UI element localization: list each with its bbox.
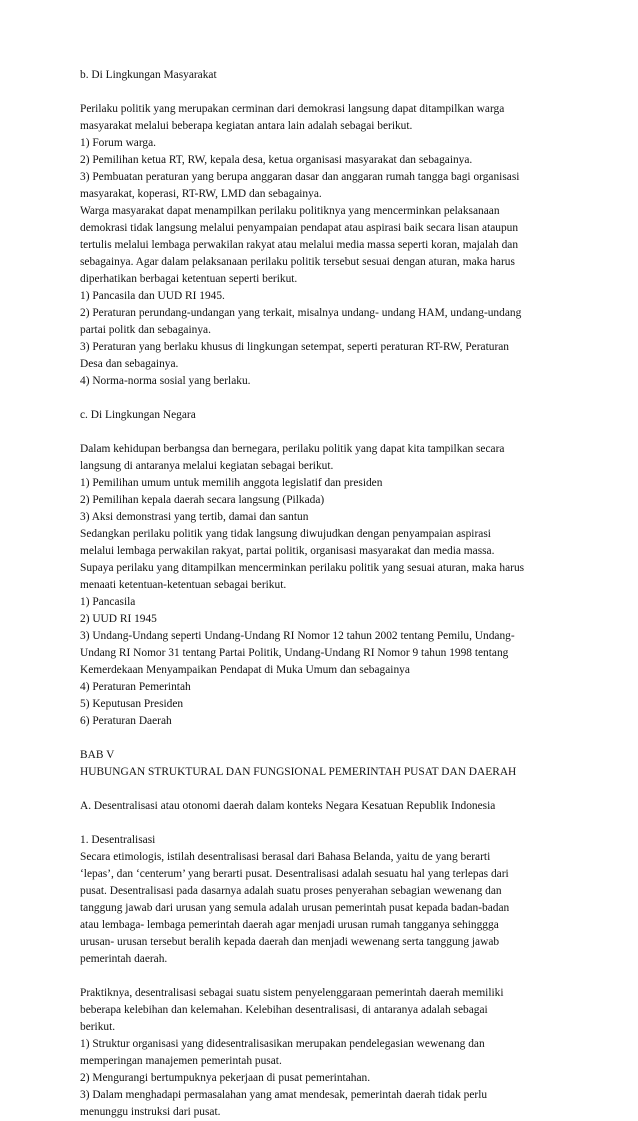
text-line: 4) Norma-norma sosial yang berlaku. — [80, 375, 251, 387]
text-line: tertulis melalui lembaga perwakilan rakyat atau melalui media massa seperti koran, majalah dan — [80, 239, 519, 251]
text-line: masyarakat melalui beberapa kegiatan antara lain adalah sebagai berikut. — [80, 120, 413, 132]
text-line: menunggu instruksi dari pusat. — [80, 1106, 221, 1118]
text-line: menaati ketentuan-ketentuan sebagai berikut. — [80, 579, 287, 591]
text-line: 5) Keputusan Presiden — [80, 698, 184, 710]
text-line: 3) Dalam menghadapi permasalahan yang amat mendesak, pemerintah daerah tidak perlu — [80, 1089, 488, 1101]
text-line: Perilaku politik yang merupakan cerminan dari demokrasi langsung dapat ditampilkan warga — [80, 103, 505, 115]
blank-line — [80, 815, 566, 832]
text-line: beberapa kelebihan dan kelemahan. Kelebihan desentralisasi, di antaranya adalah sebagai — [80, 1004, 488, 1016]
text-line: 1) Pemilihan umum untuk memilih anggota legislatif dan presiden — [80, 477, 383, 489]
blank-line — [80, 390, 566, 407]
blank-line — [80, 781, 566, 798]
text-line: Praktiknya, desentralisasi sebagai suatu sistem penyelenggaraan pemerintah daerah memiliki — [80, 987, 504, 999]
text-line: 3) Pembuatan peraturan yang berupa anggaran dasar dan anggaran rumah tangga bagi organisasi — [80, 171, 520, 183]
text-line: 1) Pancasila — [80, 596, 136, 608]
document-page — [80, 0, 566, 1121]
text-line: 1) Struktur organisasi yang didesentralisasikan merupakan pendelegasian wewenang dan — [80, 1038, 485, 1050]
text-line: masyarakat, koperasi, RT-RW, LMD dan sebagainya. — [80, 188, 322, 200]
text-line: 3) Aksi demonstrasi yang tertib, damai dan santun — [80, 511, 309, 523]
text-line: Sedangkan perilaku politik yang tidak langsung diwujudkan dengan penyampaian aspirasi — [80, 528, 491, 540]
text-line: 4) Peraturan Pemerintah — [80, 681, 191, 693]
text-line: 1) Pancasila dan UUD RI 1945. — [80, 290, 225, 302]
blank-line — [80, 968, 566, 985]
text-line: 2) UUD RI 1945 — [80, 613, 157, 625]
text-line: 3) Peraturan yang berlaku khusus di lingkungan setempat, seperti peraturan RT-RW, Peraturan — [80, 341, 509, 353]
text-line: Supaya perilaku yang ditampilkan mencerminkan perilaku politik yang sesuai aturan, maka harus — [80, 562, 525, 574]
text-line: atau lembaga- lembaga pemerintah daerah agar menjadi urusan rumah tangganya sehinggga — [80, 919, 499, 931]
text-line: 3) Undang-Undang seperti Undang-Undang RI Nomor 12 tahun 2002 tentang Pemilu, Undang- — [80, 630, 515, 642]
text-line: ‘lepas’, dan ‘centerum’ yang berarti pusat. Desentralisasi adalah sesuatu hal yang terlepas dari — [80, 868, 509, 880]
text-line: 2) Mengurangi bertumpuknya pekerjaan di pusat pemerintahan. — [80, 1072, 371, 1084]
text-line: demokrasi tidak langsung melalui penyampaian pendapat atau aspirasi baik secara lisan ataupun — [80, 222, 519, 234]
section-heading: 1. Desentralisasi — [80, 834, 156, 846]
text-line: pusat. Desentralisasi pada dasarnya adalah suatu proses penyerahan sebagian wewenang dan — [80, 885, 502, 897]
text-line: Dalam kehidupan berbangsa dan bernegara, perilaku politik yang dapat kita tampilkan secara — [80, 443, 505, 455]
blank-line — [80, 730, 566, 747]
text-line: pemerintah daerah. — [80, 953, 168, 965]
section-heading: HUBUNGAN STRUKTURAL DAN FUNGSIONAL PEMERINTAH PUSAT DAN DAERAH — [80, 766, 517, 778]
text-line: langsung di antaranya melalui kegiatan sebagai berikut. — [80, 460, 334, 472]
blank-line — [80, 84, 566, 101]
text-line: melalui lembaga perwakilan rakyat, partai politik, organisasi masyarakat dan media massa. — [80, 545, 495, 557]
text-line: Desa dan sebagainya. — [80, 358, 179, 370]
text-line: urusan- urusan tersebut beralih kepada daerah dan menjadi wewenang serta tanggung jawab — [80, 936, 500, 948]
text-line: partai politk dan sebagainya. — [80, 324, 211, 336]
text-line: Secara etimologis, istilah desentralisasi berasal dari Bahasa Belanda, yaitu de yang berarti — [80, 851, 491, 863]
text-line: berikut. — [80, 1021, 116, 1033]
text-line: Warga masyarakat dapat menampilkan perilaku politiknya yang mencerminkan pelaksanaan — [80, 205, 500, 217]
text-line: diperhatikan berbagai ketentuan seperti berikut. — [80, 273, 298, 285]
text-line: 2) Pemilihan kepala daerah secara langsung (Pilkada) — [80, 494, 325, 506]
section-heading: b. Di Lingkungan Masyarakat — [80, 69, 217, 81]
section-heading: A. Desentralisasi atau otonomi daerah dalam konteks Negara Kesatuan Republik Indonesia — [80, 800, 496, 812]
section-heading: BAB V — [80, 749, 115, 761]
text-line: 2) Pemilihan ketua RT, RW, kepala desa, ketua organisasi masyarakat dan sebagainya. — [80, 154, 473, 166]
text-line: tanggung jawab dari urusan yang semula adalah urusan pemerintah pusat kepada badan-badan — [80, 902, 510, 914]
text-line: 6) Peraturan Daerah — [80, 715, 172, 727]
section-heading: c. Di Lingkungan Negara — [80, 409, 196, 421]
text-line: Undang RI Nomor 31 tentang Partai Politik, Undang-Undang RI Nomor 9 tahun 1998 tentang — [80, 647, 509, 659]
text-line: 1) Forum warga. — [80, 137, 157, 149]
text-line: sebagainya. Agar dalam pelaksanaan perilaku politik tersebut sesuai dengan aturan, maka harus — [80, 256, 515, 268]
blank-line — [80, 424, 566, 441]
text-line: memperingan manajemen pemerintah pusat. — [80, 1055, 282, 1067]
text-line: 2) Peraturan perundang-undangan yang terkait, misalnya undang- undang HAM, undang-undang — [80, 307, 522, 319]
text-line: Kemerdekaan Menyampaikan Pendapat di Muka Umum dan sebagainya — [80, 664, 410, 676]
